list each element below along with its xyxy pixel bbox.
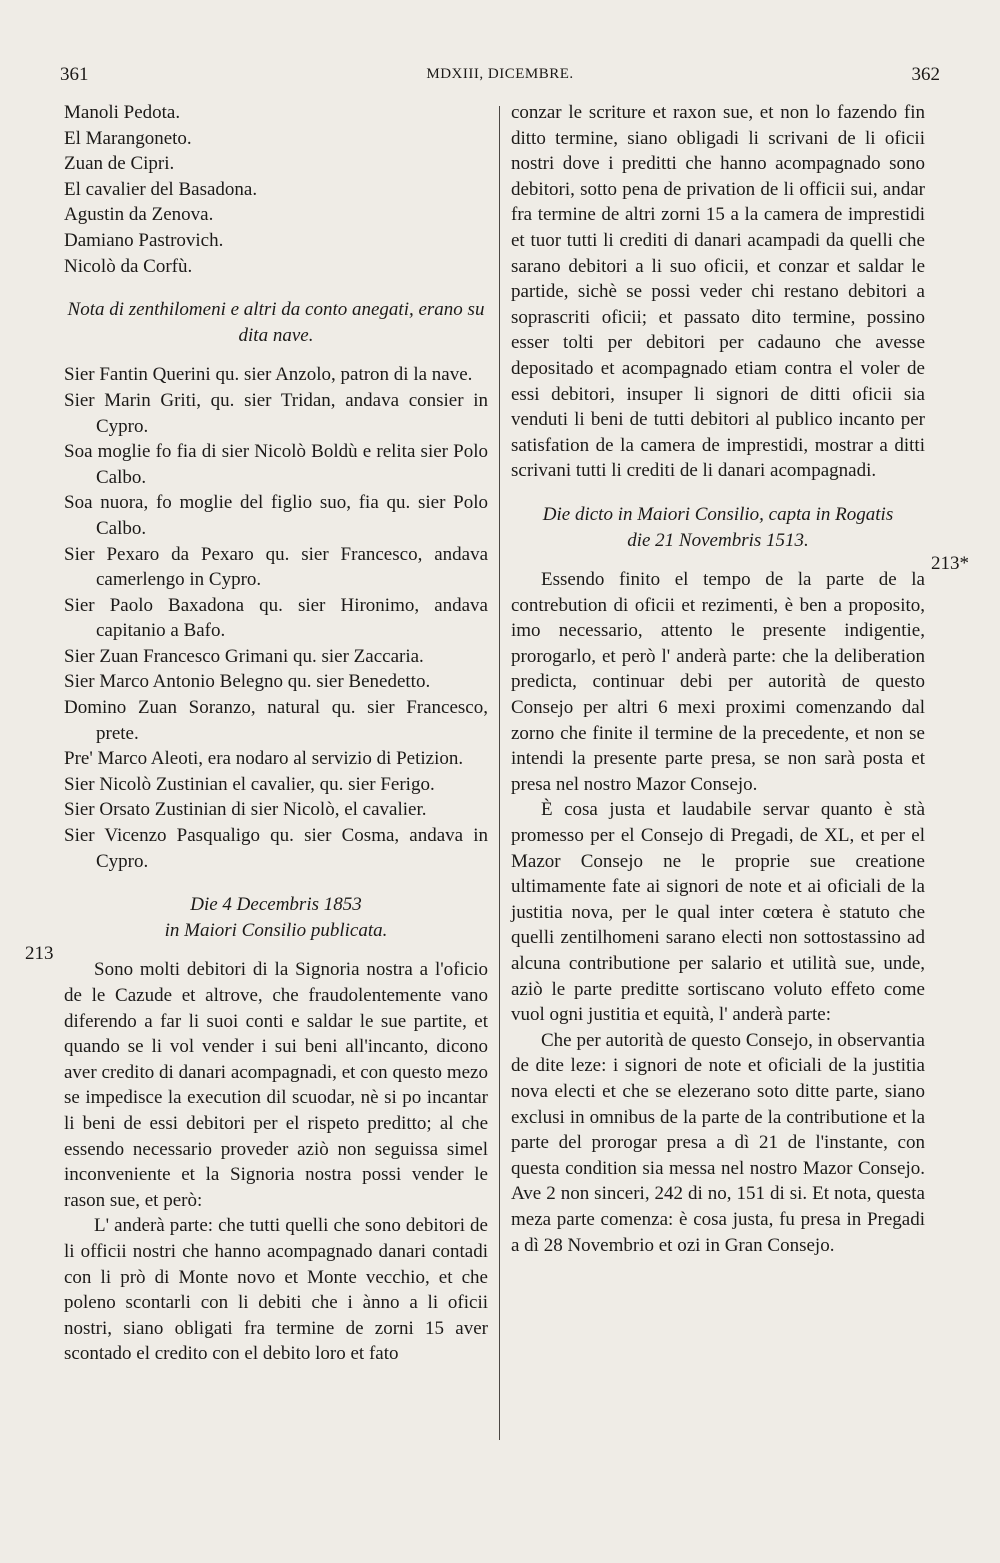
decree-paragraph: Che per autorità de questo Consejo, in observantia de dite leze: i signori de note et oficiali de la justitia nova electi et che se elezerano soto ditte parte, siano exclusi in omnibus de la parte de la contributione et la parte del prorogar presa a dì 21 de l'instante, con questa condition sia messa nel nostro Mazor Consejo. Ave 2 non sinceri, 242 di no, 151 di si. Et nota, questa meza parte comenza: è cosa justa, fu presa in Pregadi a dì 28 Novembrio et ozi in Gran Consejo.	[511, 1029, 925, 1256]
margin-note-right: 213*	[931, 553, 969, 574]
person-entry: Sier Marco Antonio Belegno qu. sier Benedetto.	[64, 671, 431, 693]
person-entry: Sier Fantin Querini qu. sier Anzolo, patron di la nave.	[64, 364, 473, 386]
person-entry: Soa moglie fo fia di sier Nicolò Boldù e relita sier Polo Calbo.	[64, 441, 488, 488]
decree-heading-line1: Die dicto in Maiori Consilio, capta in Rogatis	[542, 503, 894, 525]
person-entry: Sier Zuan Francesco Grimani qu. sier Zaccaria.	[64, 645, 424, 667]
person-entry: Soa nuora, fo moglie del figlio suo, fia qu. sier Polo Calbo.	[64, 492, 488, 539]
name-entry: El Marangoneto.	[64, 127, 192, 149]
decree-paragraph: Sono molti debitori di la Signoria nostra a l'oficio de le Cazude et altrove, che fraudolentemente vano diferendo a far li suoi conti e saldar le sue partite, et quando se li vol vender i sui beni all'incanto, dicono aver credito di danari acompagnadi, et con questo mezo se impedisce la execution dil scuodar, nè si po incantar li beni de essi debitori per el rispeto preditto; al che essendo necessario proveder aziò non seguissa simel inconveniente et la Signoria nostra possi vender le rason sue, et però:	[64, 959, 488, 1211]
page-number-right: 362	[911, 64, 940, 85]
column-divider	[499, 106, 500, 1440]
decree-paragraph-continued: conzar le scriture et raxon sue, et non lo fazendo fin ditto termine, siano obligadi li scrivani de li oficii nostri dove i preditti che hanno acompagnado sono debitori, sotto pena de privation de li officii sui, andar fra termine de altri zorni 15 a la camera de imprestidi et tuor tutti li crediti di danari acampadi da quelli che sarano debitori a li suo oficii, et conzar et saldar le partide, sichè se possi veder chi restano debitori a soprascriti oficii; et passato dito termine, possino esser tolti per debitori per cadauno che avesse depositado et acompagnado etiam contra el voler de essi debitori, insuper li signori de ditti oficii sia venduti li beni de tutti debitori al publico incanto per satisfation de la camera de imprestidi, mostrar a ditti scrivani tutti li crediti de li danari acompagnadi.	[511, 102, 925, 482]
decree-heading-line1: Die 4 Decembris 1853	[190, 894, 362, 916]
right-column	[511, 100, 925, 1258]
name-entry: Agustin da Zenova.	[64, 204, 214, 226]
person-entry: Sier Vicenzo Pasqualigo qu. sier Cosma, andava in Cypro.	[64, 825, 488, 872]
margin-note-left: 213	[25, 943, 54, 964]
running-header	[60, 64, 940, 88]
name-entry: Manoli Pedota.	[64, 102, 181, 123]
decree-paragraph: L' anderà parte: che tutti quelli che sono debitori de li officii nostri che hanno acompagnado danari contadi con li prò di Monte novo et Monte vecchio, et che poleno scontarli con li debiti che i ànno a li oficii nostri, siano obligati fra termine de zorni 15 aver scontado el credito con el debito loro et fato	[64, 1215, 488, 1365]
decree-heading-line2: in Maiori Consilio publicata.	[164, 919, 388, 941]
person-entry: Domino Zuan Soranzo, natural qu. sier Francesco, prete.	[64, 697, 488, 744]
page-number-left: 361	[60, 64, 89, 85]
person-entry: Sier Orsato Zustinian di sier Nicolò, el cavalier.	[64, 799, 427, 821]
running-title: MDXIII, DICEMBRE.	[426, 66, 574, 82]
person-entry: Pre' Marco Aleoti, era nodaro al servizio di Petizion.	[64, 748, 464, 770]
name-entry: El cavalier del Basadona.	[64, 178, 258, 200]
name-entry: Zuan de Cipri.	[64, 153, 175, 175]
person-entry: Sier Pexaro da Pexaro qu. sier Francesco, andava camerlengo in Cypro.	[64, 543, 488, 591]
decree-heading-line2: die 21 Novembris 1513.	[627, 529, 809, 551]
left-column	[64, 100, 488, 1367]
nota-heading: Nota di zenthilomeni e altri da conto anegati, erano su dita nave.	[67, 299, 485, 346]
decree-paragraph: È cosa justa et laudabile servar quanto è stà promesso per el Consejo di Pregadi, de XL, et per el Mazor Consejo ne le proprie sue creatione ultimamente fate ai signori de note et ai oficiali de la justitia nova, per le qual inter cœtera è statuto che quelli zentilhomeni sarano electi non sottostassino ad alcuna contributione per salario et utilità sue, unde, aziò le parte preditte sortiscano voluto effeto come vuol ogni justitia et equità, l' anderà parte:	[511, 799, 925, 1026]
person-entry: Sier Nicolò Zustinian el cavalier, qu. sier Ferigo.	[64, 773, 435, 795]
name-entry: Damiano Pastrovich.	[64, 229, 224, 251]
person-entry: Sier Marin Griti, qu. sier Tridan, andava consier in Cypro.	[64, 389, 488, 437]
decree-paragraph: Essendo finito el tempo de la parte de la contrebution di oficii et rezimenti, è ben a proposito, imo necessario, attento le presente indigentie, prorogarlo, et però l' anderà parte: che la deliberation predicta, continuar debi per autorità de questo Consejo per altri 6 mexi proximi comenzando dal zorno che finite il termine de la precedente, et non se intendi la presente parte presa, se non sarà posta et presa nel nostro Mazor Consejo.	[511, 569, 925, 795]
person-entry: Sier Paolo Baxadona qu. sier Hironimo, andava capitanio a Bafo.	[64, 594, 488, 642]
name-entry: Nicolò da Corfù.	[64, 255, 193, 277]
